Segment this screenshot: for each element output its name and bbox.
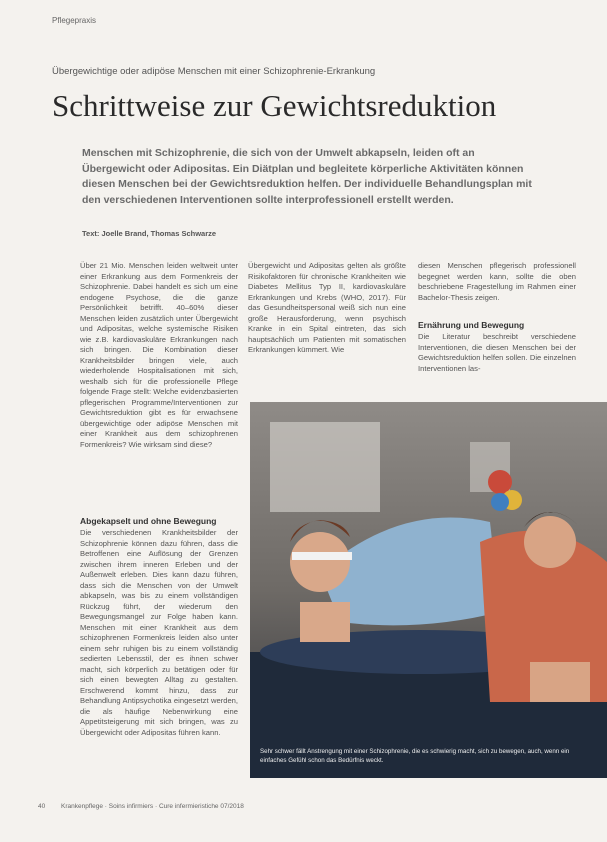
column-3-body: Die Literatur beschreibt verschiedene Interventionen, die diesen Menschen bei der Gewichtsreduktion helfen sollen. Die einzelnen Interventionen las-	[418, 332, 576, 373]
lead-paragraph: Menschen mit Schizophrenie, die sich von der Umwelt abkapseln, leiden oft an Übergewicht oder Adipositas. Ein Diätplan und begleitete körperliche Aktivitäten können diesen Menschen bei der Gewichtsreduktion helfen. Der individuelle Behandlungsplan mit den verschiedenen Interventionen sollte interprofessionell erstellt werden.	[82, 147, 532, 206]
page-number: 40	[38, 803, 46, 810]
plank-exercise-illustration	[250, 402, 607, 778]
headline: Schrittweise zur Gewichtsreduktion	[52, 88, 497, 123]
page-footer	[38, 803, 244, 810]
article-photo	[250, 402, 607, 778]
kicker: Übergewichtige oder adipöse Menschen mit einer Schizophrenie-Erkrankung	[52, 66, 376, 77]
column-1-body: Die verschiedenen Krankheitsbilder der Schizophrenie können dazu führen, dass die Betroffenen eine Auflösung der Grenzen zwischen ihrem inneren Erleben und der Außenwelt erleben. Dies kann dazu führen, dass sich die Menschen von der Umwelt abkapseln, was bis zu einem vollständigen Rückzug führt, der wiederum den Bewegungsmangel zur Folge haben kann. Menschen mit einer Krankheit aus dem schizophrenen Formenkreis leiden also unter einem sehr ruhigen bis zu einem vollständig sedierten Lebensstil, der es ihnen schwer macht, sich körperlich zu betätigen oder für sich einen bewegten Alltag zu gestalten. Erschwerend kommt hinzu, dass zur Behandlung Antipsychotika eingesetzt werden, die als häufige Nebenwirkung eine Appetitsteigerung mit sich bringen, was zu Übergewicht oder Adipositas führen kann.	[80, 528, 238, 737]
journal-info: Krankenpflege · Soins infirmiers · Cure infermieristiche 07/2018	[61, 803, 244, 810]
author-line: Text: Joelle Brand, Thomas Schwarze	[82, 229, 217, 238]
column-3-heading: Ernährung und Bewegung	[418, 320, 525, 330]
photo-caption: Sehr schwer fällt Anstrengung mit einer Schizophrenie, die es schwierig macht, sich zu bewegen, auch, wenn ein einfaches Gefühl schon das Bedürfnis weckt.	[260, 748, 570, 764]
column-2-body: Übergewicht und Adipositas gelten als größte Risikofaktoren für chronische Krankheiten wie Diabetes Mellitus Typ II, kardiovaskuläre Erkrankungen und Krebs (WHO, 2017). Für das Gesundheitspersonal weiß sich nun eine große Herausforderung, wenn psychisch Kranke in ein Spital eintreten, das sich hauptsächlich um Patienten mit somatischen Erkrankungen kümmert. Wie	[248, 261, 406, 354]
section-label: Pflegepraxis	[52, 16, 97, 25]
column-3-intro: diesen Menschen pflegerisch professionell begegnet werden kann, sollte die oben beschriebene Fragestellung im Rahmen einer Bachelor-Thesis zeigen.	[418, 261, 576, 302]
column-1-intro: Über 21 Mio. Menschen leiden weltweit unter einer Erkrankung aus dem Formenkreis der Schizophrenie. Dabei handelt es sich um eine endogene Psychose, die die ganze Persönlichkeit betrifft. 40–60% dieser Menschen leiden zusätzlich unter Übergewicht und Adipositas, welche systemische Risiken wie z.B. kardiovaskuläre Erkrankungen nach sich bringen. Die Kombination dieser Krankheitsbilder bringen viele, auch wiederholende Hospitalisationen mit sich, weshalb sich für die professionelle Pflege folgende Frage stellt: Welche evidenzbasierten pflegerischen Programme/Interventionen zur Gewichtsreduktion gibt es für erwachsene übergewichtige oder adipöse Menschen mit einer Krankheit aus dem schizophrenen Formenkreis? Wie wirksam sind diese?	[80, 261, 238, 449]
column-1-heading: Abgekapselt und ohne Bewegung	[80, 516, 217, 526]
